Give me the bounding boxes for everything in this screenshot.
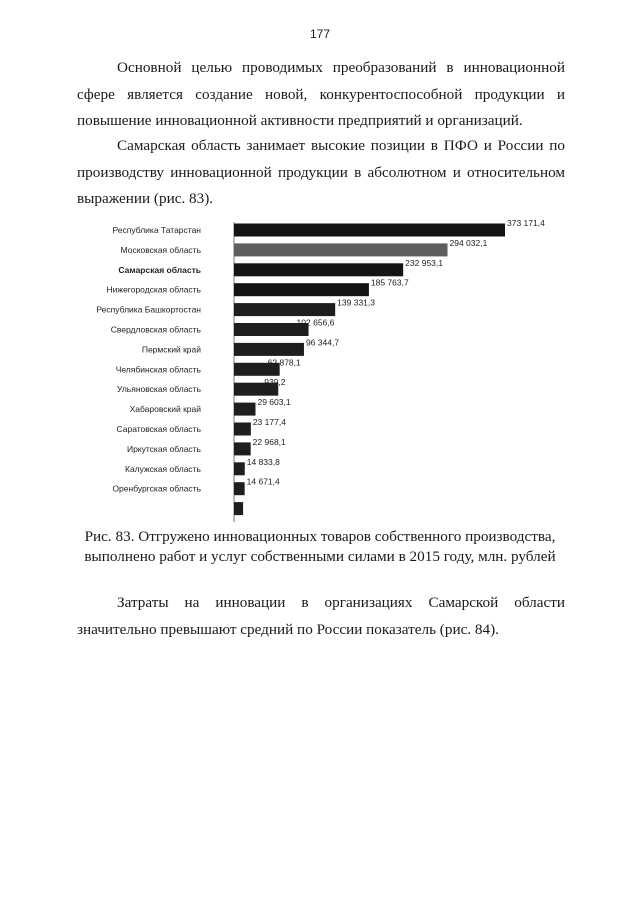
category-label: Иркутская область [126, 443, 201, 454]
bar-республика-башкортостан [234, 303, 335, 316]
bar-хабаровский-край [234, 403, 255, 416]
category-label: Челябинская область [115, 364, 201, 375]
category-label: Пермский край [141, 344, 201, 355]
bar-пермский-край [234, 343, 304, 356]
value-label: 139 331,3 [337, 297, 376, 308]
paragraph-samara-position: Самарская область занимает высокие позиции в ПФО и России по производству инновационной продукции в абсолютном и относительном выражении (рис. 83). [77, 137, 565, 207]
category-label: Республика Башкортостан [96, 304, 201, 315]
value-label: 232 953,1 [405, 257, 444, 268]
value-label: 14 833,8 [246, 456, 280, 467]
bar-unlabeled [234, 502, 243, 515]
bar-самарская-область [234, 263, 403, 276]
category-label: Нижегородская область [106, 284, 201, 295]
category-label: Ульяновская область [117, 384, 201, 395]
category-label: Калужская область [125, 463, 201, 474]
category-label: Саратовская область [116, 424, 201, 434]
value-label: 939,2 [264, 377, 286, 388]
category-label: Хабаровский край [129, 404, 201, 415]
value-label: 22 968,1 [252, 436, 286, 447]
figure-caption: Рис. 83. Отгружено инновационных товаров собственного производства, выполнено работ и услуг собственными силами в 2015 году, млн. рублей [84, 528, 556, 565]
value-label: 23 177,4 [252, 417, 286, 427]
bar-нижегородская-область [234, 283, 369, 296]
paragraph-intro: Основной целью проводимых преобразований в инновационной сфере является создание новой, конкурентоспособной продукции и повышение инновационной активности предприятий и организаций. [77, 59, 565, 129]
page-number: 177 [309, 27, 331, 41]
value-label: 102 656,6 [296, 317, 335, 328]
bar-республика-татарстан [234, 224, 505, 237]
bar-оренбургская-область [234, 482, 245, 495]
category-label: Свердловская область [110, 324, 201, 335]
bar-калужская-область [234, 462, 245, 475]
category-label: Республика Татарстан [112, 225, 201, 235]
paragraph-innovation-costs: Затраты на инновации в организациях Самарской области значительно превышают средний по России показатель (рис. 84). [77, 594, 565, 638]
value-label: 62 878,1 [267, 357, 301, 368]
value-label: 185 763,7 [370, 277, 409, 288]
bar-московская-область [234, 243, 448, 256]
bar-саратовская-область [234, 423, 251, 436]
value-label: 29 603,1 [257, 397, 291, 408]
bar-иркутская-область [234, 442, 251, 455]
category-label: Оренбургская область [112, 483, 201, 494]
category-label: Самарская область [118, 264, 201, 275]
category-label: Московская область [120, 244, 201, 255]
value-label: 373 171,4 [507, 218, 545, 228]
value-label: 96 344,7 [305, 337, 340, 348]
value-label: 14 671,4 [246, 476, 280, 487]
value-label: 294 032,1 [449, 237, 488, 248]
